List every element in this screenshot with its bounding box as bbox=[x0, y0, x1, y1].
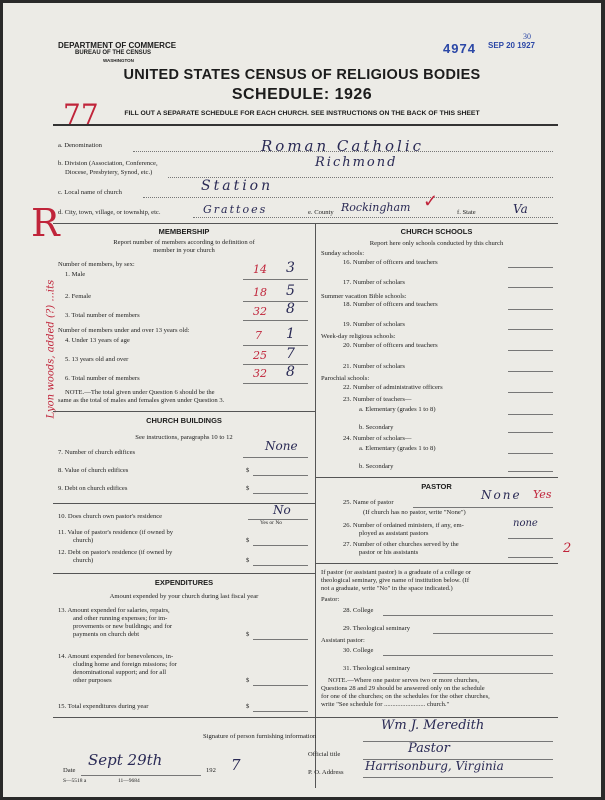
q28-line bbox=[383, 615, 553, 616]
rule-graduate bbox=[315, 563, 558, 564]
q24b-line bbox=[508, 471, 553, 472]
q21-line bbox=[508, 371, 553, 372]
q16-label: 16. Number of officers and teachers bbox=[343, 259, 438, 266]
q14-label-2: cluding home and foreign missions; for bbox=[73, 661, 177, 668]
q23b-label: b. Secondary bbox=[359, 424, 394, 431]
q23a-label: a. Elementary (grades 1 to 8) bbox=[359, 406, 436, 413]
q22-label: 22. Number of administrative officers bbox=[343, 384, 443, 391]
q12-label-1: 12. Debt on pastor's residence (if owned by bbox=[58, 549, 173, 556]
q27-line bbox=[508, 557, 553, 558]
q3-value: 8 bbox=[286, 301, 295, 317]
q15-label: 15. Total expenditures during year bbox=[58, 703, 149, 710]
local-name-value: Station bbox=[201, 178, 274, 194]
q14-label-3: denominational support; and for all bbox=[73, 669, 167, 676]
signature-value: Wm J. Meredith bbox=[381, 718, 485, 733]
stamp-number: 4974 bbox=[443, 41, 476, 56]
division-label-1: b. Division (Association, Conference, bbox=[58, 160, 158, 167]
city-label: d. City, town, village, or township, etc. bbox=[58, 209, 161, 216]
form-title: UNITED STATES CENSUS OF RELIGIOUS BODIES bbox=[123, 67, 481, 83]
q17-line bbox=[508, 287, 553, 288]
red-check-mark: ✓ bbox=[423, 191, 439, 211]
city-value: Grattoes bbox=[203, 203, 268, 216]
expenditures-title: EXPENDITURES bbox=[154, 578, 214, 587]
q21-label: 21. Number of scholars bbox=[343, 363, 405, 370]
q23b-line bbox=[508, 432, 553, 433]
yes-no-hint: Yes or No bbox=[260, 520, 283, 526]
date-label: Date bbox=[63, 767, 76, 774]
q7-label: 7. Number of church edifices bbox=[58, 449, 136, 456]
q23-label: 23. Number of teachers— bbox=[343, 396, 412, 403]
margin-letter: R bbox=[31, 201, 60, 245]
q24a-label: a. Elementary (grades 1 to 8) bbox=[359, 445, 436, 452]
official-title-value: Pastor bbox=[408, 741, 450, 756]
q25-value: None bbox=[481, 488, 522, 502]
weekday-schools-label: Week-day religious schools: bbox=[321, 333, 396, 340]
q26-label-1: 26. Number of ordained ministers, if any, em- bbox=[343, 522, 464, 529]
q8-label: 8. Value of church edifices bbox=[58, 467, 129, 474]
q14-dollar: $ bbox=[246, 677, 250, 684]
q24-label: 24. Number of scholars— bbox=[343, 435, 412, 442]
denomination-value: Roman Catholic bbox=[261, 137, 425, 155]
q2-value-red: 18 bbox=[253, 286, 267, 299]
county-value: Rockingham bbox=[341, 201, 411, 214]
q15-line bbox=[253, 711, 308, 712]
q22-line bbox=[508, 392, 553, 393]
local-name-label: c. Local name of church bbox=[58, 189, 122, 196]
schools-title: CHURCH SCHOOLS bbox=[400, 227, 473, 236]
q28-label: 28. College bbox=[343, 607, 374, 614]
po-address-value: Harrisonburg, Virginia bbox=[365, 759, 504, 773]
q31-line bbox=[433, 673, 553, 674]
graduate-instr-2: theological seminary, give name of institution below. (If bbox=[321, 577, 470, 584]
summer-schools-label: Summer vacation Bible schools: bbox=[321, 293, 407, 300]
q2-line bbox=[243, 301, 308, 302]
form-number-2: 11—9684 bbox=[118, 778, 140, 784]
q6-line bbox=[243, 383, 308, 384]
q3-value-red: 32 bbox=[253, 305, 267, 318]
census-schedule-paper bbox=[3, 3, 601, 797]
q5-label: 5. 13 years old and over bbox=[65, 356, 129, 363]
signature-line bbox=[363, 741, 553, 742]
q13-label-2: and other running expenses; for im- bbox=[73, 615, 168, 622]
q3-label: 3. Total number of members bbox=[65, 312, 140, 319]
assistant-pastor-label: Assistant pastor: bbox=[321, 637, 365, 644]
division-label-2: Diocese, Presbytery, Synod, etc.) bbox=[65, 169, 153, 176]
department-label: DEPARTMENT OF COMMERCE bbox=[58, 41, 177, 50]
membership-note-1: NOTE.—The total given under Question 6 should be the bbox=[65, 389, 215, 396]
q11-line bbox=[253, 545, 308, 546]
membership-intro-1: Report number of members according to definition of bbox=[113, 239, 255, 246]
q13-label-1: 13. Amount expended for salaries, repairs, bbox=[58, 607, 170, 614]
official-title-label: Official title bbox=[308, 751, 341, 758]
buildings-intro: See instructions, paragraphs 10 to 12 bbox=[135, 434, 233, 441]
q27-label-2: pastor or his assistants bbox=[359, 549, 419, 556]
pastor-note-1: NOTE.—Where one pastor serves two or more churches, bbox=[328, 677, 480, 684]
q29-line bbox=[433, 633, 553, 634]
q7-value: None bbox=[265, 439, 298, 453]
rule-pastor bbox=[315, 477, 558, 478]
q11-label-1: 11. Value of pastor's residence (if owned by bbox=[58, 529, 174, 536]
q1-value: 3 bbox=[286, 260, 295, 276]
q6-value-red: 32 bbox=[253, 367, 267, 380]
county-label: e. County bbox=[308, 209, 334, 216]
q1-label: 1. Male bbox=[65, 271, 86, 278]
q6-label: 6. Total number of members bbox=[65, 375, 140, 382]
q19-label: 19. Number of scholars bbox=[343, 321, 405, 328]
q12-label-2: church) bbox=[73, 557, 94, 564]
q27-value: 2 bbox=[563, 541, 572, 556]
q17-label: 17. Number of scholars bbox=[343, 279, 405, 286]
signature-label: Signature of person furnishing information bbox=[203, 733, 317, 740]
sunday-schools-label: Sunday schools: bbox=[321, 250, 365, 257]
q4-line bbox=[243, 345, 308, 346]
pastor-note-2: Questions 28 and 29 should be answered only on the schedule bbox=[321, 685, 485, 692]
pastor-note-3: for one of the churches; on the schedules for the other churches, bbox=[321, 693, 490, 700]
pastor-title: PASTOR bbox=[421, 482, 452, 491]
q2-label: 2. Female bbox=[65, 293, 92, 300]
q13-label-3: provements or new buildings; and for bbox=[73, 623, 173, 630]
form-subtitle: SCHEDULE: 1926 bbox=[231, 86, 373, 103]
local-name-line bbox=[143, 197, 553, 198]
q25-note: (If church has no pastor, write "None") bbox=[363, 509, 466, 516]
q7-line bbox=[243, 457, 308, 458]
form-instruction: FILL OUT A SEPARATE SCHEDULE FOR EACH CHURCH. SEE INSTRUCTIONS ON THE BACK OF THIS SHEET bbox=[124, 110, 480, 117]
q9-label: 9. Debt on church edifices bbox=[58, 485, 128, 492]
q1-line bbox=[243, 279, 308, 280]
date-value: Sept 29th bbox=[88, 751, 163, 769]
q16-line bbox=[508, 267, 553, 268]
q5-value-red: 25 bbox=[253, 349, 267, 362]
rule-buildings bbox=[53, 411, 315, 412]
q25-line bbox=[413, 507, 553, 508]
members-by-age-label: Number of members under and over 13 years old: bbox=[58, 327, 190, 334]
stamp-date: SEP 20 1927 bbox=[488, 41, 536, 50]
q12-line bbox=[253, 565, 308, 566]
po-address-label: P. O. Address bbox=[308, 769, 344, 776]
q20-line bbox=[508, 350, 553, 351]
q5-value: 7 bbox=[286, 346, 295, 362]
q3-line bbox=[243, 320, 308, 321]
q13-line bbox=[253, 639, 308, 640]
margin-number: 77 bbox=[63, 98, 99, 131]
q8-line bbox=[253, 475, 308, 476]
division-value: Richmond bbox=[315, 155, 398, 170]
state-label: f. State bbox=[457, 209, 476, 216]
q9-dollar: $ bbox=[246, 485, 250, 492]
q25-label: 25. Name of pastor bbox=[343, 499, 394, 506]
q20-label: 20. Number of officers and teachers bbox=[343, 342, 438, 349]
stamp-date-correction: 30 bbox=[523, 32, 531, 41]
q1-value-red: 14 bbox=[253, 263, 267, 276]
q29-label: 29. Theological seminary bbox=[343, 625, 411, 632]
q24a-line bbox=[508, 453, 553, 454]
year-prefix: 192 bbox=[206, 767, 216, 774]
q13-dollar: $ bbox=[246, 631, 250, 638]
q12-dollar: $ bbox=[246, 557, 250, 564]
q18-label: 18. Number of officers and teachers bbox=[343, 301, 438, 308]
margin-side-note: Lyon woods, added (?) ...its bbox=[45, 279, 57, 419]
membership-intro-2: member in your church bbox=[153, 247, 215, 254]
date-line bbox=[81, 775, 201, 776]
q14-line bbox=[253, 685, 308, 686]
q30-label: 30. College bbox=[343, 647, 374, 654]
q11-dollar: $ bbox=[246, 537, 250, 544]
q24b-label: b. Secondary bbox=[359, 463, 394, 470]
q18-line bbox=[508, 309, 553, 310]
q8-dollar: $ bbox=[246, 467, 250, 474]
q6-value: 8 bbox=[286, 364, 295, 380]
q14-label-4: other purposes bbox=[73, 677, 112, 684]
q10-value: No bbox=[273, 503, 291, 517]
q30-line bbox=[383, 655, 553, 656]
schools-intro: Report here only schools conducted by this church bbox=[369, 240, 504, 247]
top-rule bbox=[53, 124, 558, 126]
q26-value: none bbox=[513, 518, 538, 529]
q11-label-2: church) bbox=[73, 537, 94, 544]
q13-label-4: payments on church debt bbox=[73, 631, 140, 638]
q4-value-red: 7 bbox=[255, 329, 262, 342]
buildings-title: CHURCH BUILDINGS bbox=[146, 416, 222, 425]
members-by-sex-label: Number of members, by sex: bbox=[58, 261, 135, 268]
grid-rule bbox=[53, 223, 558, 224]
state-value: Va bbox=[513, 202, 528, 216]
q15-dollar: $ bbox=[246, 703, 250, 710]
q9-line bbox=[253, 493, 308, 494]
pastor-note-4: write "See schedule for ......................... church." bbox=[321, 701, 450, 708]
graduate-instr-1: If pastor (or assistant pastor) is a graduate of a college or bbox=[321, 569, 471, 576]
q26-line bbox=[508, 538, 553, 539]
membership-title: MEMBERSHIP bbox=[158, 227, 210, 236]
q14-label-1: 14. Amount expended for benevolences, in- bbox=[58, 653, 174, 660]
q2-value: 5 bbox=[286, 283, 295, 299]
graduate-instr-3: not a graduate, write "No" in the space indicated.) bbox=[321, 585, 453, 592]
pastor-sub-label: Pastor: bbox=[321, 596, 340, 603]
q27-label-1: 27. Number of other churches served by the bbox=[343, 541, 459, 548]
q31-label: 31. Theological seminary bbox=[343, 665, 411, 672]
membership-note-2: same as the total of males and females given under Question 3. bbox=[58, 397, 225, 404]
expenditures-intro: Amount expended by your church during last fiscal year bbox=[109, 593, 259, 600]
denomination-label: a. Denomination bbox=[58, 142, 102, 149]
bureau-label: BUREAU OF THE CENSUS bbox=[75, 50, 152, 56]
q26-label-2: ployed as assistant pastors bbox=[359, 530, 429, 537]
q10-label: 10. Does church own pastor's residence bbox=[58, 513, 163, 520]
q23a-line bbox=[508, 414, 553, 415]
city-label: WASHINGTON bbox=[103, 58, 134, 63]
year-value: 7 bbox=[231, 756, 241, 774]
q25-value-red: Yes bbox=[533, 488, 552, 501]
form-number: S—5518 a bbox=[63, 778, 87, 784]
parochial-schools-label: Parochial schools: bbox=[321, 375, 370, 382]
q5-line bbox=[243, 364, 308, 365]
center-divider bbox=[315, 223, 316, 788]
q19-line bbox=[508, 329, 553, 330]
q4-value: 1 bbox=[286, 326, 295, 342]
city-line bbox=[193, 217, 553, 218]
q4-label: 4. Under 13 years of age bbox=[65, 337, 130, 344]
po-address-line bbox=[363, 777, 553, 778]
rule-expenditures bbox=[53, 573, 315, 574]
